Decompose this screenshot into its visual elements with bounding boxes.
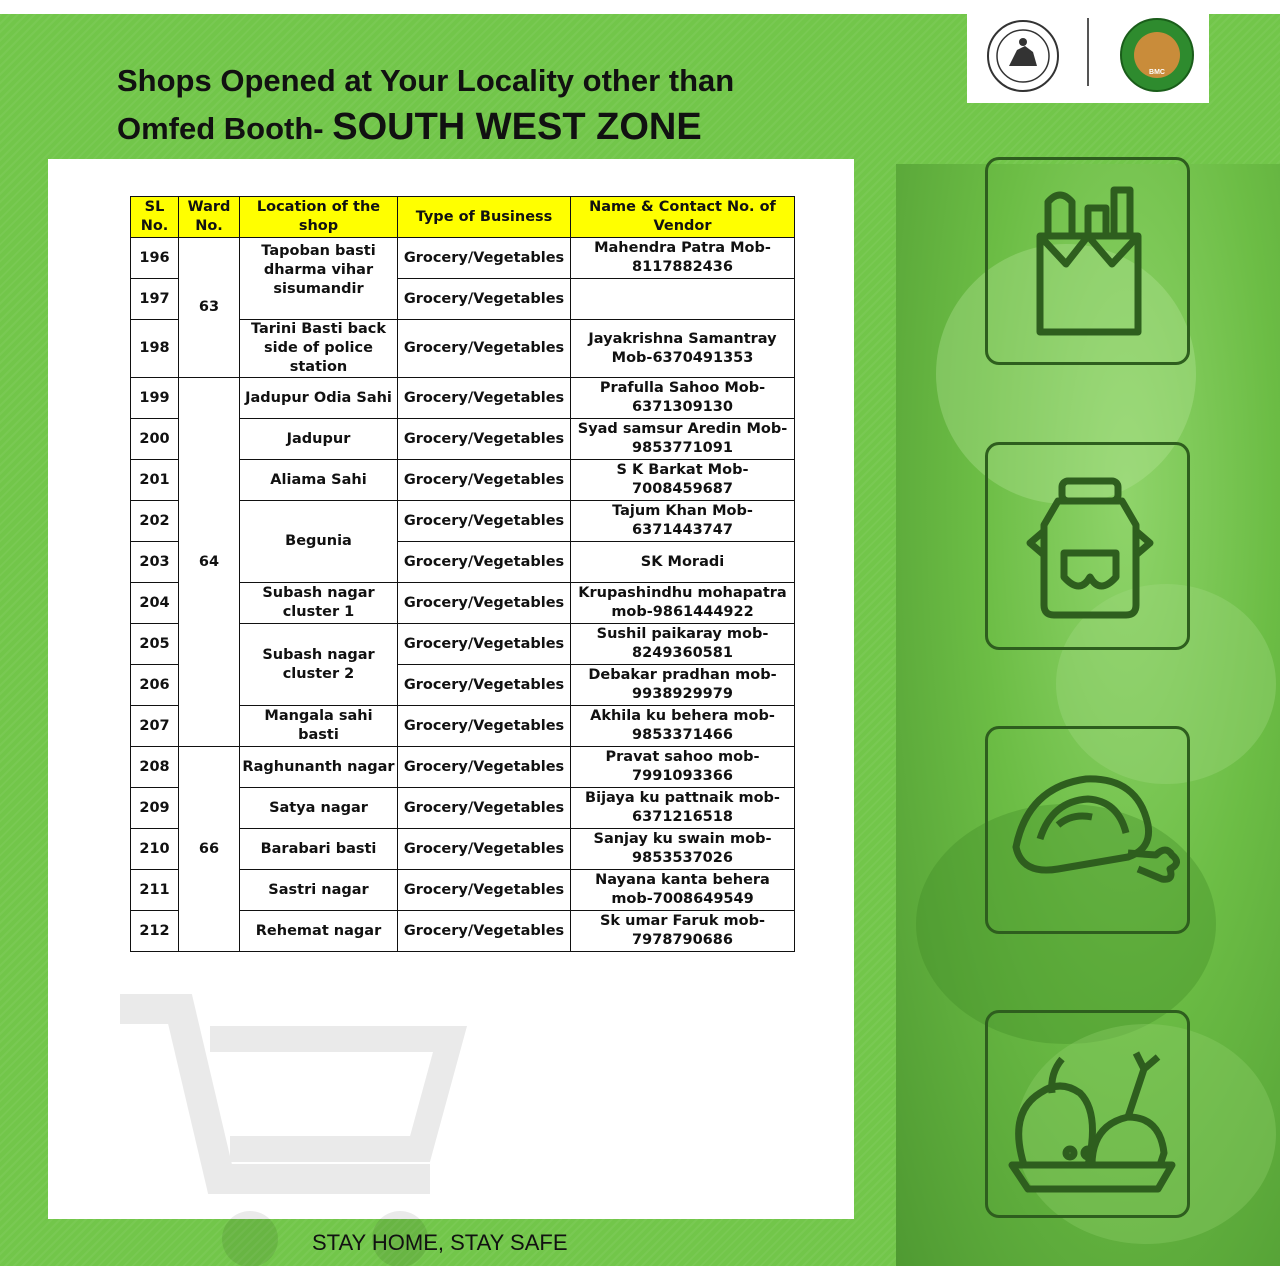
zone-name: SOUTH WEST ZONE <box>332 106 702 148</box>
logo-divider <box>1087 18 1089 86</box>
sl-cell: 211 <box>131 870 179 911</box>
vendor-cell: Krupashindhu mohapatra mob-9861444922 <box>571 583 795 624</box>
type-cell: Grocery/Vegetables <box>398 706 571 747</box>
location-cell: Jadupur <box>240 419 398 460</box>
type-cell: Grocery/Vegetables <box>398 279 571 320</box>
sl-cell: 198 <box>131 320 179 378</box>
table-row <box>131 378 795 419</box>
vendor-cell: Tajum Khan Mob-6371443747 <box>571 501 795 542</box>
sl-cell: 204 <box>131 583 179 624</box>
vendor-cell: Syad samsur Aredin Mob-9853771091 <box>571 419 795 460</box>
header-location: Location of the shop <box>240 197 398 238</box>
vegetable-bowl-icon <box>985 1010 1190 1218</box>
table-row <box>131 747 795 788</box>
location-cell: Tapoban basti dharma vihar sisumandir <box>240 238 398 320</box>
vendor-cell: Sanjay ku swain mob-9853537026 <box>571 829 795 870</box>
vendor-cell: Debakar pradhan mob-9938929979 <box>571 665 795 706</box>
poster-background <box>0 14 1280 1266</box>
sl-cell: 201 <box>131 460 179 501</box>
vendor-cell: Bijaya ku pattnaik mob-6371216518 <box>571 788 795 829</box>
vendor-cell: Sushil paikaray mob-8249360581 <box>571 624 795 665</box>
footer-slogan: STAY HOME, STAY SAFE <box>312 1230 568 1255</box>
location-cell: Subash nagar cluster 2 <box>240 624 398 706</box>
table-header-row <box>131 197 795 238</box>
type-cell: Grocery/Vegetables <box>398 747 571 788</box>
sl-cell: 206 <box>131 665 179 706</box>
vendor-cell: Prafulla Sahoo Mob-6371309130 <box>571 378 795 419</box>
type-cell: Grocery/Vegetables <box>398 419 571 460</box>
shopping-cart-watermark-icon <box>110 979 470 1266</box>
table-row <box>131 238 795 279</box>
vendor-cell: Akhila ku behera mob-9853371466 <box>571 706 795 747</box>
header-type: Type of Business <box>398 197 571 238</box>
header-vendor: Name & Contact No. of Vendor <box>571 197 795 238</box>
type-cell: Grocery/Vegetables <box>398 542 571 583</box>
type-cell: Grocery/Vegetables <box>398 501 571 542</box>
ward-cell: 66 <box>179 747 240 952</box>
type-cell: Grocery/Vegetables <box>398 911 571 952</box>
location-cell: Rehemat nagar <box>240 911 398 952</box>
type-cell: Grocery/Vegetables <box>398 238 571 279</box>
ward-cell: 64 <box>179 378 240 747</box>
vendor-cell: Mahendra Patra Mob-8117882436 <box>571 238 795 279</box>
grocery-bag-icon <box>985 157 1190 365</box>
page-title <box>117 58 877 152</box>
location-cell: Barabari basti <box>240 829 398 870</box>
sl-cell: 207 <box>131 706 179 747</box>
shops-table <box>130 196 795 952</box>
location-cell: Mangala sahi basti <box>240 706 398 747</box>
sl-cell: 205 <box>131 624 179 665</box>
bmc-seal-text: BMC <box>1149 69 1165 76</box>
type-cell: Grocery/Vegetables <box>398 583 571 624</box>
meat-leg-icon <box>985 726 1190 934</box>
header-sl: SL No. <box>131 197 179 238</box>
title-prefix: Omfed Booth- <box>117 111 333 146</box>
type-cell: Grocery/Vegetables <box>398 665 571 706</box>
sl-cell: 196 <box>131 238 179 279</box>
location-cell: Jadupur Odia Sahi <box>240 378 398 419</box>
vendor-cell: Sk umar Faruk mob-7978790686 <box>571 911 795 952</box>
vendor-cell <box>571 279 795 320</box>
sl-cell: 197 <box>131 279 179 320</box>
logo-box <box>967 14 1209 103</box>
type-cell: Grocery/Vegetables <box>398 320 571 378</box>
sl-cell: 209 <box>131 788 179 829</box>
sl-cell: 202 <box>131 501 179 542</box>
sl-cell: 208 <box>131 747 179 788</box>
vendor-cell: Jayakrishna Samantray Mob-6370491353 <box>571 320 795 378</box>
type-cell: Grocery/Vegetables <box>398 870 571 911</box>
location-cell: Begunia <box>240 501 398 583</box>
location-cell: Tarini Basti back side of police station <box>240 320 398 378</box>
sl-cell: 210 <box>131 829 179 870</box>
header-ward: Ward No. <box>179 197 240 238</box>
vendor-cell: Nayana kanta behera mob-7008649549 <box>571 870 795 911</box>
content-panel <box>48 159 854 1219</box>
vendor-cell: Pravat sahoo mob-7991093366 <box>571 747 795 788</box>
type-cell: Grocery/Vegetables <box>398 624 571 665</box>
sl-cell: 203 <box>131 542 179 583</box>
sl-cell: 212 <box>131 911 179 952</box>
ward-cell: 63 <box>179 238 240 378</box>
title-line-2 <box>117 104 877 152</box>
vendor-cell: SK Moradi <box>571 542 795 583</box>
vendor-cell: S K Barkat Mob-7008459687 <box>571 460 795 501</box>
type-cell: Grocery/Vegetables <box>398 788 571 829</box>
odisha-govt-emblem-icon <box>987 20 1059 92</box>
title-line-1: Shops Opened at Your Locality other than <box>117 63 735 98</box>
sl-cell: 200 <box>131 419 179 460</box>
location-cell: Aliama Sahi <box>240 460 398 501</box>
bmc-seal-icon <box>1120 18 1194 92</box>
type-cell: Grocery/Vegetables <box>398 829 571 870</box>
sl-cell: 199 <box>131 378 179 419</box>
type-cell: Grocery/Vegetables <box>398 378 571 419</box>
location-cell: Subash nagar cluster 1 <box>240 583 398 624</box>
milk-can-icon <box>985 442 1190 650</box>
location-cell: Sastri nagar <box>240 870 398 911</box>
location-cell: Satya nagar <box>240 788 398 829</box>
location-cell: Raghunanth nagar <box>240 747 398 788</box>
type-cell: Grocery/Vegetables <box>398 460 571 501</box>
